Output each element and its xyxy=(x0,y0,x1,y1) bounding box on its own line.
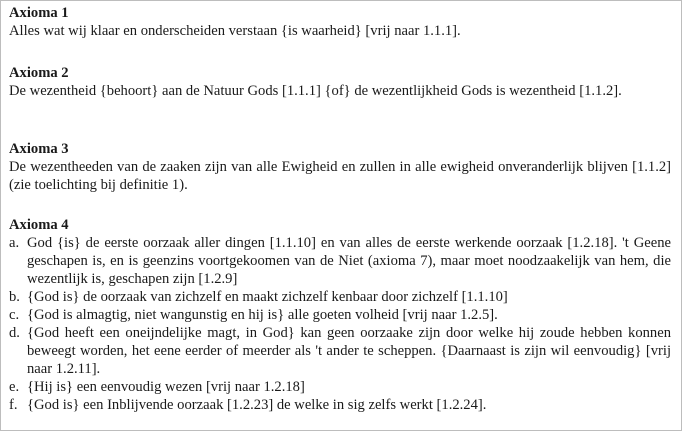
list-marker: e. xyxy=(9,379,20,395)
axiom-4 xyxy=(9,216,671,414)
axiom-4-item-d xyxy=(9,324,671,378)
list-marker: b. xyxy=(9,289,20,305)
list-item-text: {Hij is} een eenvoudig wezen [vrij naar 1.2.18] xyxy=(27,379,305,395)
list-marker: c. xyxy=(9,307,20,323)
axiom-4-item-a xyxy=(9,234,671,288)
axiom-2-text: De wezentheid {behoort} aan de Natuur Gods [1.1.1] {of} de wezentlijkheid Gods is wezentheid [1.1.2]. xyxy=(9,83,622,99)
axiom-4-item-e xyxy=(9,378,671,396)
axiom-1-title: Axioma 1 xyxy=(9,5,69,21)
list-item-text: {God is} de oorzaak van zichzelf en maakt zichzelf kenbaar door zichzelf [1.1.10] xyxy=(27,289,508,305)
axiom-3 xyxy=(9,140,671,194)
list-item-text: {God is almagtig, niet wangunstig en hij is} alle goeten volheid [vrij naar 1.2.5]. xyxy=(27,307,498,323)
axiom-4-item-c xyxy=(9,306,671,324)
list-marker: a. xyxy=(9,235,20,251)
list-item-text: God {is} de eerste oorzaak aller dingen [1.1.10] en van alles de eerste werkende oorzaak [1.2.18]. 't Geene geschapen is, en is geenzins voortgekoomen van de Niet (axioma 7), maar moet noodzaakelijk van hem, die wezentlijk is, geschapen zijn [1.2.9] xyxy=(27,235,671,287)
axiom-2-title: Axioma 2 xyxy=(9,65,69,81)
axiom-2 xyxy=(9,64,671,100)
axiom-4-title: Axioma 4 xyxy=(9,217,69,233)
list-marker: f. xyxy=(9,397,18,413)
axiom-1 xyxy=(9,4,671,40)
axiom-1-text: Alles wat wij klaar en onderscheiden verstaan {is waarheid} [vrij naar 1.1.1]. xyxy=(9,23,461,39)
axiom-3-text: De wezentheeden van de zaaken zijn van alle Ewigheid en zullen in alle ewigheid onveranderlijk blijven [1.1.2] (zie toelichting bij definitie 1). xyxy=(9,159,671,193)
list-marker: d. xyxy=(9,325,20,341)
axiom-4-item-f xyxy=(9,396,671,414)
axiom-3-title: Axioma 3 xyxy=(9,141,69,157)
axiom-4-item-b xyxy=(9,288,671,306)
list-item-text: {God is} een Inblijvende oorzaak [1.2.23] de welke in sig zelfs werkt [1.2.24]. xyxy=(27,397,487,413)
axiom-4-list xyxy=(9,234,671,414)
list-item-text: {God heeft een oneijndelijke magt, in God} kan geen oorzaake zijn door welke hij zoude hebben konnen beweegt worden, het eene eerder of meerder als 't ander te scheppen. {Daarnaast is zijn wil eenvoudig} [vrij naar 1.2.11]. xyxy=(27,325,671,377)
